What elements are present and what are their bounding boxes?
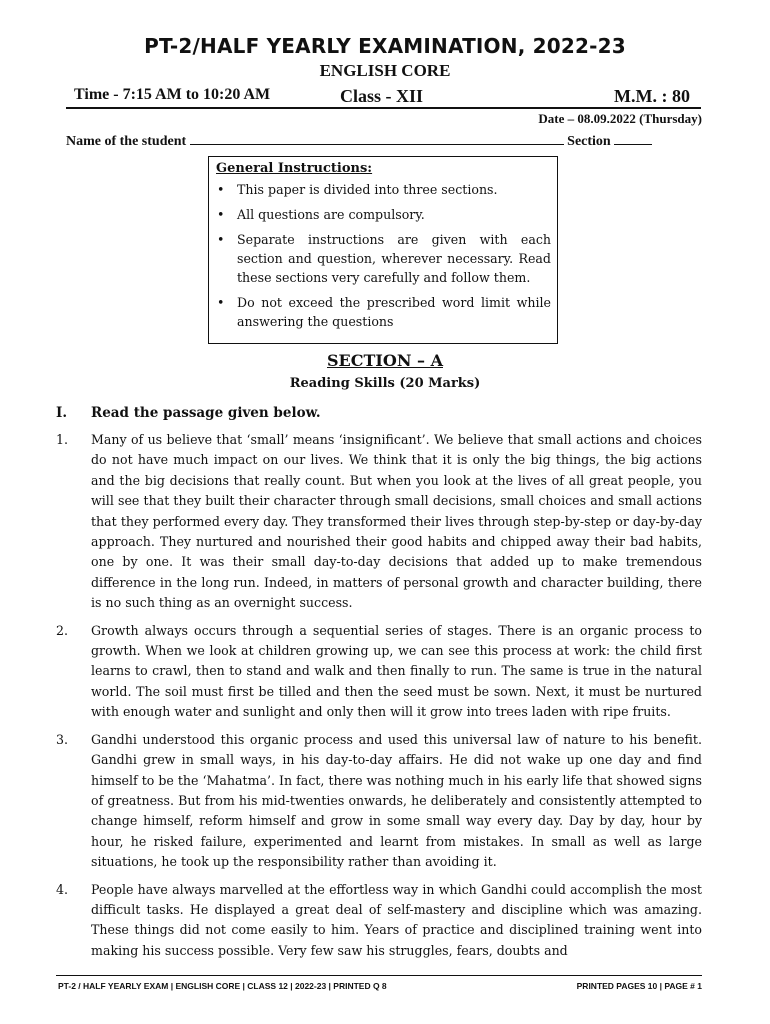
max-marks: M.M. : 80 bbox=[614, 86, 690, 106]
passage-paragraph bbox=[56, 880, 702, 962]
general-instructions-box bbox=[208, 156, 558, 344]
paragraph-text: Gandhi understood this organic process and used this universal law of nature to his benefit. Gandhi grew in small ways, in his day-to-day affairs. He did not wake up one day and find himself to be the ‘Mahatma’. In fact, there was nothing much in his early life that showed signs of greatness. But from his mid-twenties onwards, he deliberately and consistently attempted to change himself, reform himself and grow in some small way every day. Day by day, hour by hour, he risked failure, experimented and learnt from mistakes. In small as well as large situations, he took up the responsibility rather than avoiding it. bbox=[91, 731, 702, 870]
student-details-line bbox=[66, 132, 652, 150]
paragraph-text: Growth always occurs through a sequential series of stages. There is an organic process to growth. When we look at children growing up, we can see this process at work: the child first learns to crawl, then to stand and walk and then finally to run. The same is true in the natural world. The soil must first be tilled and then the seed must be sown. Next, it must be nurtured with enough water and sunlight and only then will it grow into trees laden with ripe fruits. bbox=[91, 622, 702, 720]
paragraph-text: Many of us believe that ‘small’ means ‘insignificant’. We believe that small actions and choices do not have much impact on our lives. We think that it is only the big things, the big actions and the big decisions that really count. But when you look at the lives of all great people, you will see that they built their character through small decisions, small choices and small actions that they performed every day. They transformed their lives through step-by-step or day-by-day approach. They nurtured and nourished their good habits and chipped away their bad habits, one by one. It was their small day-to-day decisions that added up to make tremendous difference in the long run. Indeed, in matters of personal growth and character building, there is no such thing as an overnight success. bbox=[91, 432, 702, 611]
question-heading bbox=[56, 405, 321, 421]
question-number: I. bbox=[56, 405, 68, 421]
instructions-heading: General Instructions: bbox=[216, 161, 373, 176]
section-label: Section bbox=[567, 134, 611, 149]
exam-time: Time - 7:15 AM to 10:20 AM bbox=[74, 86, 271, 103]
student-name-blank[interactable] bbox=[190, 132, 564, 145]
section-subtitle: Reading Skills (20 Marks) bbox=[289, 376, 481, 391]
section-blank[interactable] bbox=[614, 132, 652, 145]
footer-page-info: PRINTED PAGES 10 | PAGE # 1 bbox=[576, 981, 702, 991]
subject-title: ENGLISH CORE bbox=[319, 61, 451, 80]
instruction-item: • Separate instructions are given with each section and question, wherever necessary. Read these sections very carefully and follow them. bbox=[216, 230, 551, 287]
paragraph-number: 2. bbox=[56, 622, 69, 638]
instruction-item: • Do not exceed the prescribed word limit while answering the questions bbox=[216, 293, 551, 331]
section-title: SECTION – A bbox=[327, 351, 443, 370]
paragraph-number: 4. bbox=[56, 881, 69, 897]
footer-divider bbox=[56, 975, 702, 976]
question-text: Read the passage given below. bbox=[91, 405, 321, 421]
passage-paragraph bbox=[56, 430, 702, 614]
instruction-item: • This paper is divided into three sections. bbox=[216, 180, 551, 199]
passage-paragraph bbox=[56, 730, 702, 873]
instructions-list bbox=[216, 180, 551, 331]
paragraph-number: 1. bbox=[56, 432, 69, 447]
paragraph-text: People have always marvelled at the effortless way in which Gandhi could accomplish the most difficult tasks. He displayed a great deal of self-mastery and discipline which was amazing. These things did not come easily to him. Years of practice and disciplined training went into making his success possible. Very few saw his struggles, fears, doubts and bbox=[91, 881, 702, 958]
exam-title: PT-2/HALF YEARLY EXAMINATION, 2022-23 bbox=[144, 34, 626, 58]
reading-passage bbox=[56, 430, 702, 968]
exam-class: Class - XII bbox=[340, 86, 424, 106]
paragraph-number: 3. bbox=[56, 731, 69, 747]
header-divider bbox=[66, 107, 701, 109]
student-name-label: Name of the student bbox=[66, 134, 187, 149]
passage-paragraph bbox=[56, 621, 702, 723]
instruction-item: • All questions are compulsory. bbox=[216, 205, 551, 224]
exam-date: Date – 08.09.2022 (Thursday) bbox=[538, 111, 702, 126]
footer-exam-info: PT-2 / HALF YEARLY EXAM | ENGLISH CORE | CLASS 12 | 2022-23 | PRINTED Q 8 bbox=[58, 981, 387, 991]
